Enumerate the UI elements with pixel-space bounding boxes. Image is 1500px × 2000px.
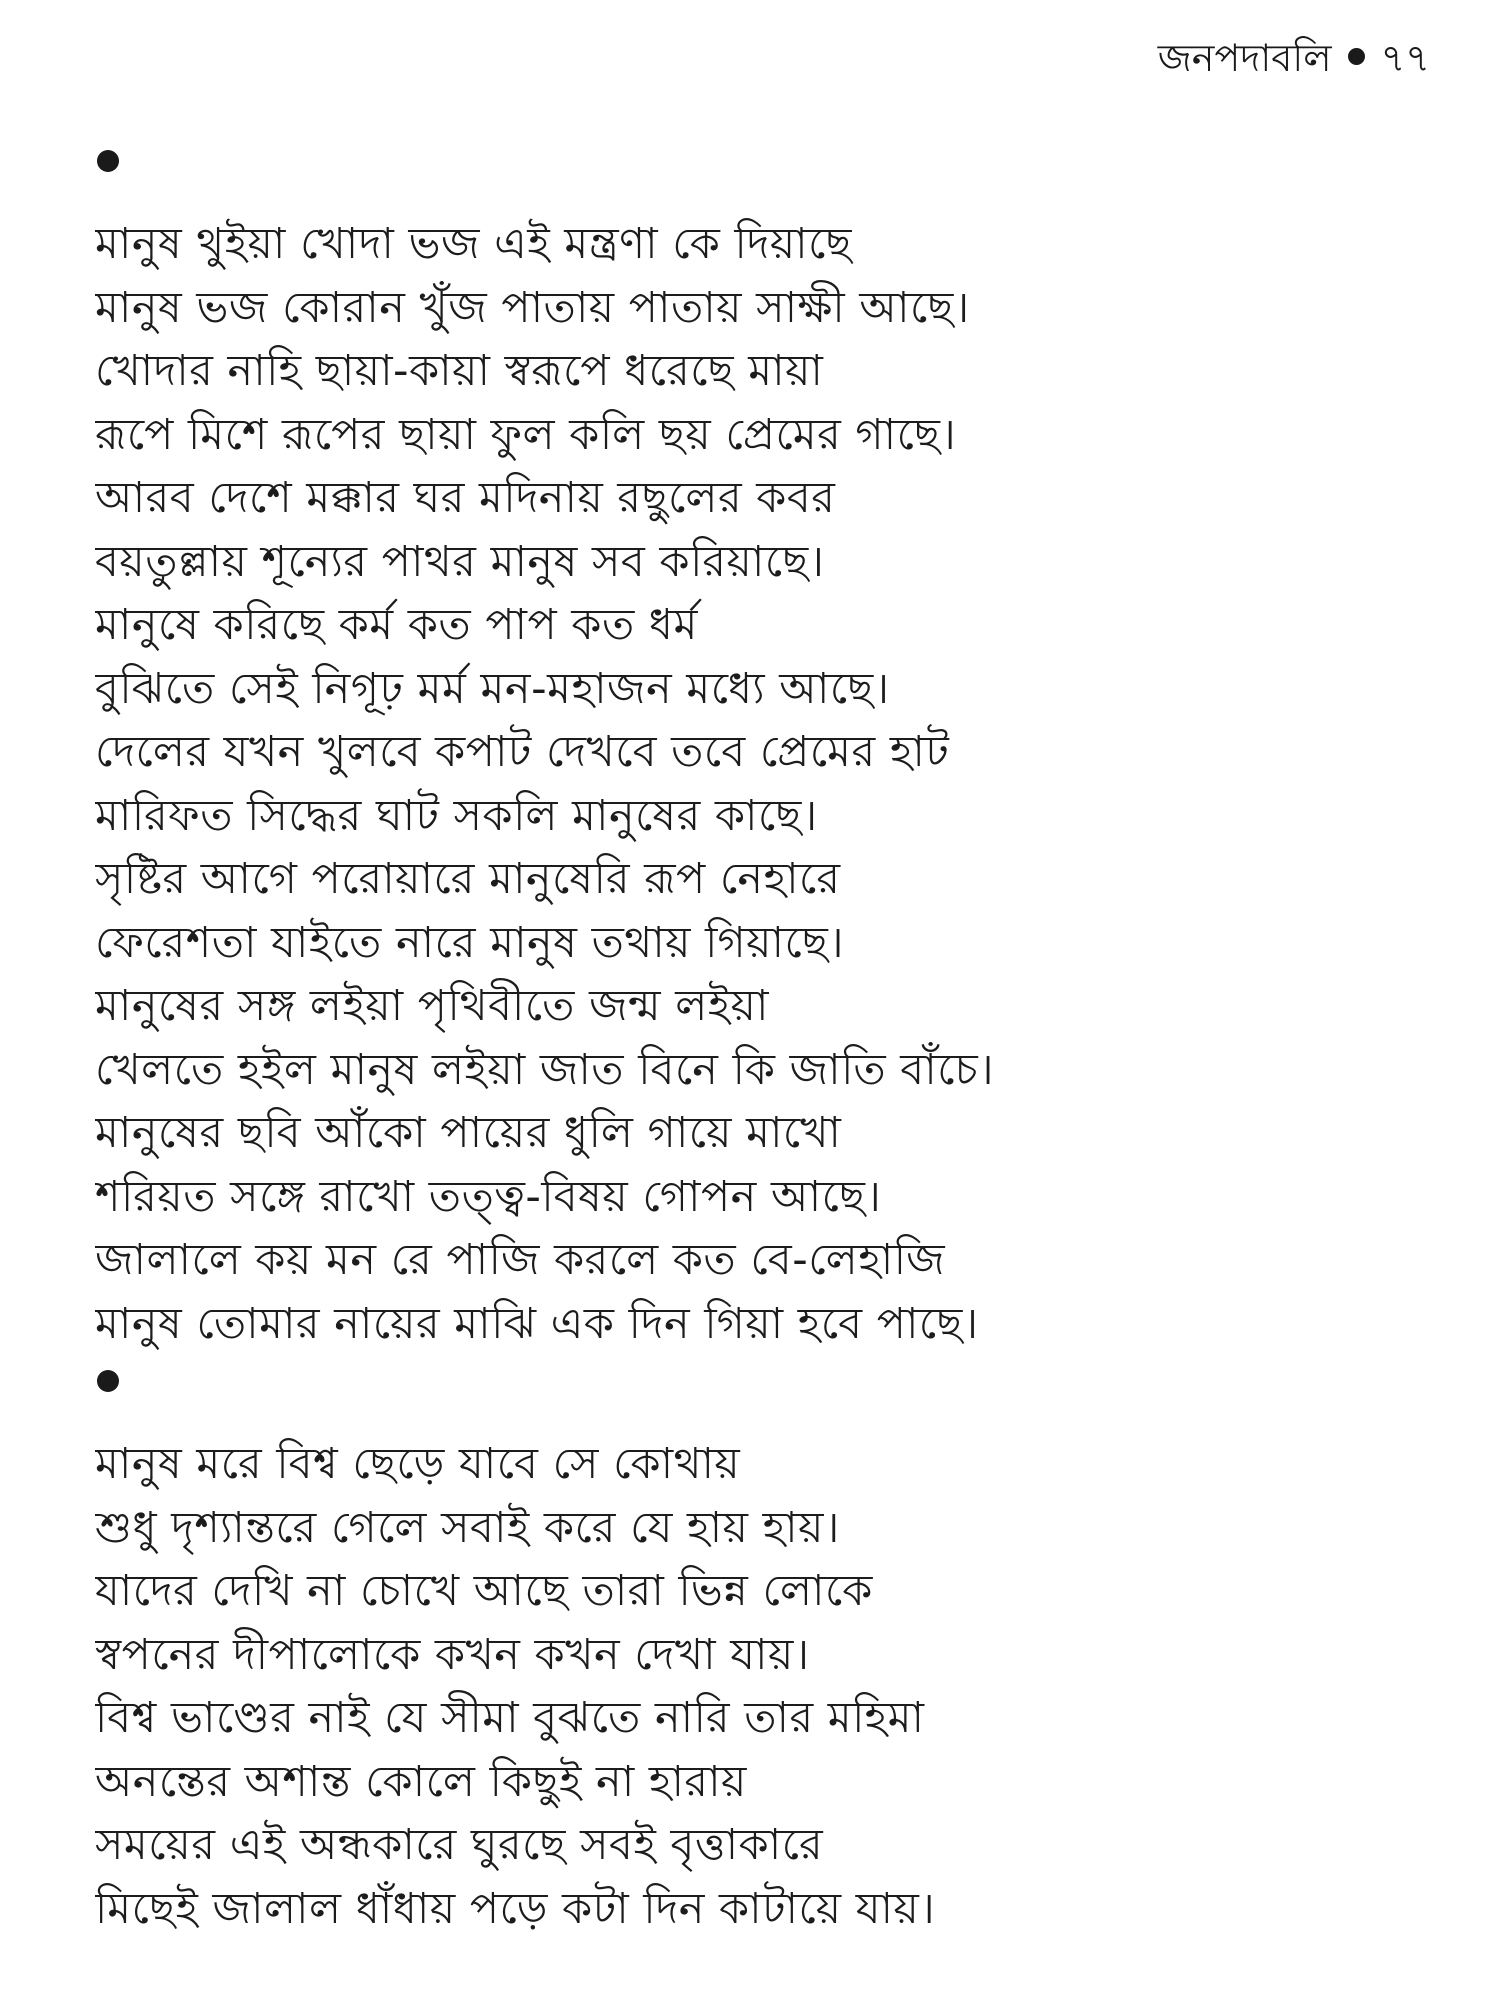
- poem-2-verse: [95, 1433, 1415, 1941]
- verse-line: শুধু দৃশ্যান্তরে গেলে সবাই করে যে হায় হায়।: [95, 1502, 840, 1553]
- verse-line: মানুষ থুইয়া খোদা ভজ এই মন্ত্রণা কে দিয়াছে: [95, 219, 852, 269]
- verse-line: স্বপনের দীপালোকে কখন কখন দেখা যায়।: [95, 1629, 810, 1680]
- verse-line: আরব দেশে মক্কার ঘর মদিনায় রছুলের কবর: [95, 473, 836, 523]
- verse-line: মানুষের সঙ্গ লইয়া পৃথিবীতে জন্ম লইয়া: [95, 981, 769, 1031]
- verse-line: রূপে মিশে রূপের ছায়া ফুল কলি ছয় প্রেমের গাছে।: [95, 409, 957, 460]
- verse-line: সময়ের এই অন্ধকারে ঘুরছে সবই বৃত্তাকারে: [95, 1820, 824, 1870]
- running-header: [1158, 28, 1430, 88]
- verse-line: জালালে কয় মন রে পাজি করলে কত বে-লেহাজি: [95, 1235, 946, 1285]
- verse-line: সৃষ্টির আগে পরোয়ারে মানুষেরি রূপ নেহারে: [95, 854, 841, 904]
- verse-line: বয়তুল্লায় শূন্যের পাথর মানুষ সব করিয়াছে।: [95, 536, 825, 587]
- page-number: ৭৭: [1380, 36, 1430, 80]
- verse-line: মানুষ মরে বিশ্ব ছেড়ে যাবে সে কোথায়: [95, 1439, 741, 1489]
- verse-line: অনন্তের অশান্ত কোলে কিছুই না হারায়: [95, 1756, 747, 1807]
- verse-line: মানুষ তোমার নায়ের মাঝি এক দিন গিয়া হবে পাছে।: [95, 1298, 979, 1349]
- poem-bullet-icon: [97, 150, 119, 172]
- verse-line: দেলের যখন খুলবে কপাট দেখবে তবে প্রেমের হাট: [95, 727, 950, 777]
- verse-line: খেলতে হইল মানুষ লইয়া জাত বিনে কি জাতি বাঁচে।: [95, 1044, 995, 1095]
- poem-bullet-icon: [97, 1370, 119, 1392]
- verse-line: মানুষে করিছে কর্ম কত পাপ কত ধর্ম: [95, 600, 698, 650]
- verse-line: ফেরেশতা যাইতে নারে মানুষ তথায় গিয়াছে।: [95, 917, 845, 968]
- verse-line: খোদার নাহি ছায়া-কায়া স্বরূপে ধরেছে মায়া: [95, 346, 824, 396]
- poem-2: [95, 1370, 1415, 1941]
- poem-1-verse: [95, 213, 1415, 1356]
- poem-1: [95, 150, 1415, 1356]
- verse-line: যাদের দেখি না চোখে আছে তারা ভিন্ন লোকে: [95, 1566, 873, 1616]
- verse-line: মানুষের ছবি আঁকো পায়ের ধুলি গায়ে মাখো: [95, 1108, 842, 1158]
- verse-line: মিছেই জালাল ধাঁধায় পড়ে কটা দিন কাটায়ে যায়।: [95, 1883, 936, 1934]
- verse-line: বুঝিতে সেই নিগূঢ় মর্ম মন-মহাজন মধ্যে আছে।: [95, 663, 890, 714]
- section-title: জনপদাবলি: [1157, 36, 1332, 80]
- bullet-separator-icon: [1348, 48, 1365, 65]
- verse-line: বিশ্ব ভাণ্ডের নাই যে সীমা বুঝতে নারি তার মহিমা: [95, 1693, 925, 1743]
- verse-line: মারিফত সিদ্ধের ঘাট সকলি মানুষের কাছে।: [95, 790, 818, 841]
- verse-line: শরিয়ত সঙ্গে রাখো তত্ত্ব-বিষয় গোপন আছে।: [95, 1171, 882, 1222]
- verse-line: মানুষ ভজ কোরান খুঁজ পাতায় পাতায় সাক্ষী আছে।: [95, 282, 970, 333]
